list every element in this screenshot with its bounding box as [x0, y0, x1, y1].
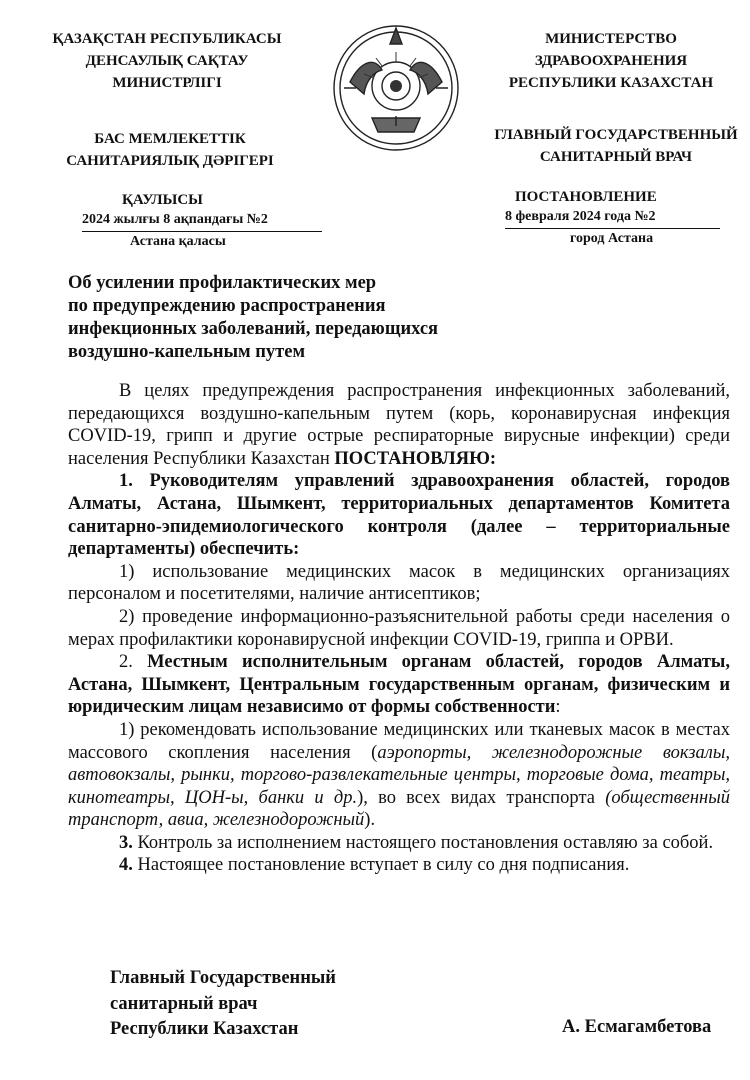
kz-ministry-header — [22, 28, 312, 94]
item-4-number: 4. — [119, 855, 133, 876]
kz-ministry-line-2: ДЕНСАУЛЫҚ САҚТАУ — [85, 53, 249, 69]
item-1-paragraph — [68, 470, 730, 560]
item-2-heading: Местным исполнительным органам областей, городов Алматы, Астана, Шымкент, Центральным государственным органам, физическим и юридическим лицам независимо от формы собственности — [68, 652, 731, 718]
kz-ministry-line-1: ҚАЗАҚСТАН РЕСПУБЛИКАСЫ — [52, 31, 282, 47]
ru-chief-line-2: САНИТАРНЫЙ ВРАЧ — [539, 149, 693, 165]
kz-chief-line-1: БАС МЕМЛЕКЕТТІК — [94, 131, 246, 147]
document-title-line-4: воздушно-капельным путем — [68, 342, 306, 362]
item-2-sub-1-places: аэропорты, железнодорожные вокзалы, автовокзалы, рынки, торгово-развлекательные центры, торговые дома, театры, кинотеатры, ЦОН-ы, банки и др. — [68, 742, 730, 808]
item-2-sub-1-transport: (общественный транспорт, авиа, железнодорожный — [68, 787, 730, 831]
item-3-paragraph — [68, 832, 730, 855]
ru-ministry-header — [482, 28, 740, 94]
ru-ministry-line-3: РЕСПУБЛИКИ КАЗАХСТАН — [508, 75, 714, 91]
item-1-sub-1: 1) использование медицинских масок в медицинских организациях персоналом и посетителями, наличие антисептиков; — [68, 561, 730, 605]
decree-word: ПОСТАНОВЛЯЮ: — [334, 448, 497, 469]
kz-act-date: 2024 жылғы 8 ақпандағы №2 — [82, 210, 322, 232]
item-2-sub-1-mid: ), во всех видах транспорта — [357, 787, 606, 808]
kz-chief-header — [50, 128, 290, 172]
item-4-paragraph — [68, 854, 730, 877]
kz-act-block — [82, 190, 322, 252]
signatory-position-line-3: Республики Казахстан — [110, 1019, 299, 1039]
signatory-position — [110, 966, 336, 1043]
kz-act-city: Астана қаласы — [130, 234, 226, 249]
ru-act-city: город Астана — [570, 231, 654, 246]
document-title-line-1: Об усилении профилактических мер — [68, 273, 377, 293]
item-2-sub-1-lead: 1) рекомендовать использование медицинских или тканевых масок в местах массового скопления населения ( — [68, 719, 730, 763]
kz-ministry-line-3: МИНИСТРЛІГІ — [112, 75, 222, 91]
item-1-sub-2: 2) проведение информационно-разъяснительной работы среди населения о мерах профилактики коронавирусной инфекции COVID-19, гриппа и ОРВИ. — [68, 606, 730, 650]
document-title-line-3: инфекционных заболеваний, передающихся — [68, 319, 439, 339]
ru-chief-line-1: ГЛАВНЫЙ ГОСУДАРСТВЕННЫЙ — [494, 127, 738, 143]
item-2-colon: : — [555, 697, 561, 718]
state-emblem-icon — [330, 22, 462, 154]
item-1-heading: 1. Руководителям управлений здравоохранения областей, городов Алматы, Астана, Шымкент, территориальных департаментов Комитета санитарно-эпидемиологического контроля (далее – территориальные департаменты) обеспечить: — [68, 471, 730, 560]
item-2-paragraph — [68, 651, 730, 719]
signatory-position-line-2: санитарный врач — [110, 993, 258, 1014]
kz-chief-line-2: САНИТАРИЯЛЫҚ ДӘРІГЕРІ — [66, 153, 274, 169]
ru-chief-header — [482, 124, 750, 168]
kz-act-title: ҚАУЛЫСЫ — [122, 192, 203, 208]
item-2-number: 2. — [119, 652, 148, 673]
preamble-text: В целях предупреждения распространения инфекционных заболеваний, передающихся воздушно-капельным путем (корь, коронавирусная инфекция COVID-19, грипп и другие острые респираторные вирусные инфекции) среди населения Республики Казахстан — [68, 381, 730, 469]
item-4-text: Настоящее постановление вступает в силу со дня подписания. — [132, 855, 630, 876]
signatory-name: А. Есмагамбетова — [562, 1017, 712, 1037]
signatory-position-line-1: Главный Государственный — [110, 968, 336, 988]
item-2-sub-1 — [68, 719, 730, 832]
ru-act-block — [505, 187, 720, 249]
document-body — [68, 380, 730, 877]
preamble-paragraph — [68, 380, 730, 470]
item-3-number: 3. — [119, 832, 133, 853]
ru-ministry-line-2: ЗДРАВООХРАНЕНИЯ — [534, 53, 688, 69]
document-title-line-2: по предупреждению распространения — [68, 296, 386, 316]
item-3-text: Контроль за исполнением настоящего постановления оставляю за собой. — [132, 832, 714, 853]
ru-act-title: ПОСТАНОВЛЕНИЕ — [515, 189, 657, 205]
ru-ministry-line-1: МИНИСТЕРСТВО — [545, 31, 677, 47]
item-2-sub-1-end: ). — [364, 810, 376, 831]
ru-act-date: 8 февраля 2024 года №2 — [505, 207, 720, 229]
document-title — [68, 272, 528, 364]
